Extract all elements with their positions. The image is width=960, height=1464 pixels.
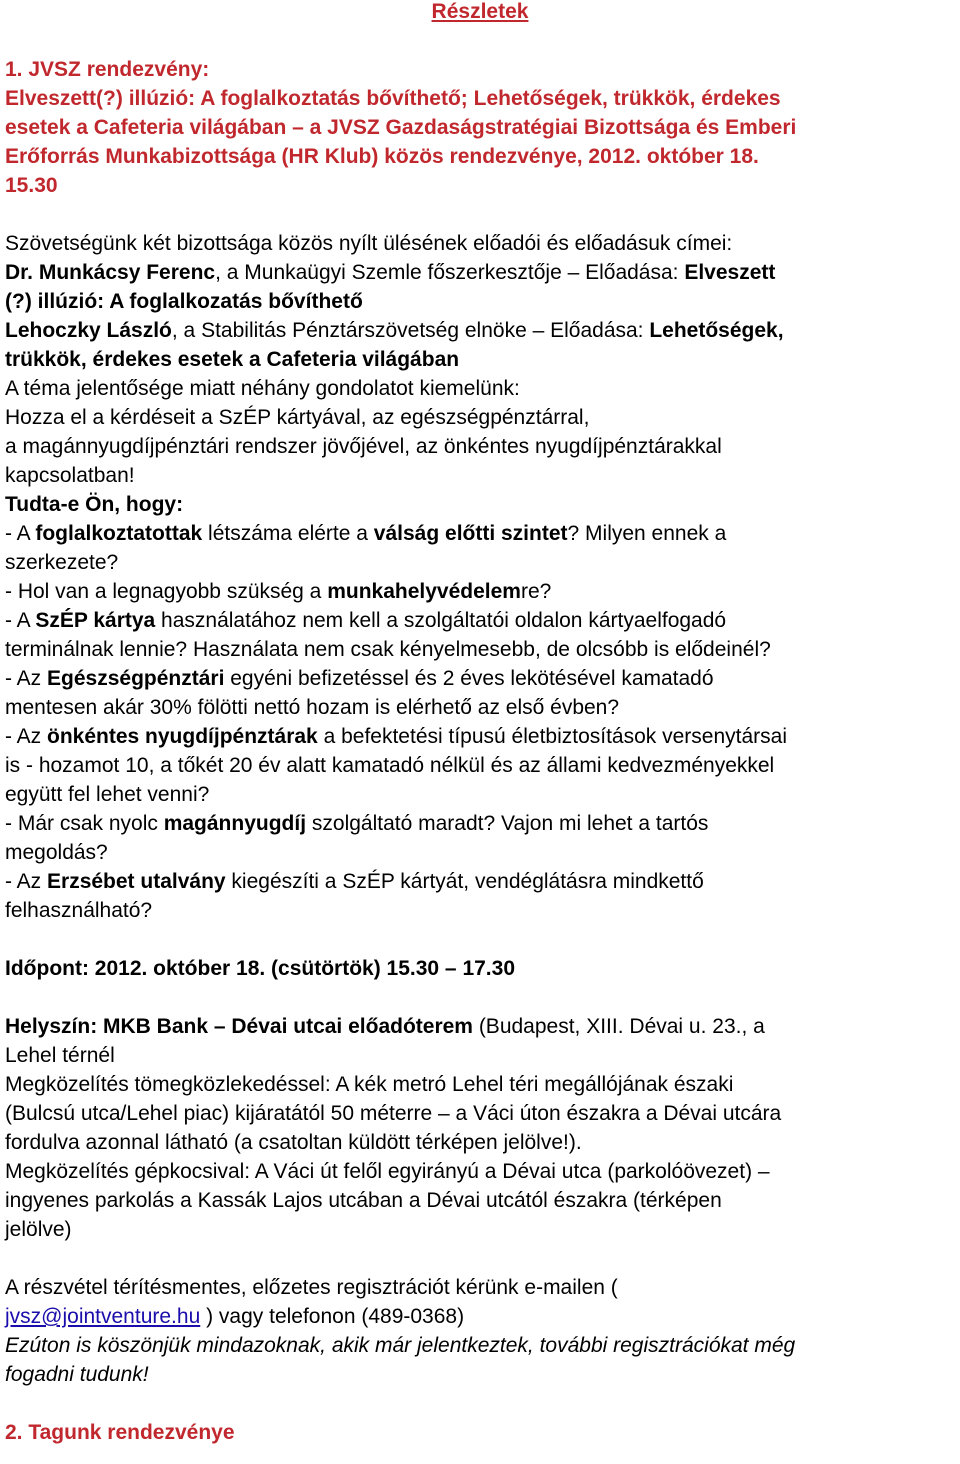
body-line-1: A téma jelentősége miatt néhány gondolatot kiemelünk:: [5, 377, 520, 400]
thanks-line-1: Ezúton is köszönjük mindazoknak, akik már jelentkeztek, további regisztrációkat még: [5, 1334, 796, 1357]
speaker-1-line-2: (?) illúzió: A foglalkozatás bővíthető: [5, 290, 363, 313]
question-7-line-1: - Az Erzsébet utalvány kiegészíti a SzÉP kártyát, vendéglátásra mindkettő: [5, 870, 704, 893]
body-line-2: Hozza el a kérdéseit a SzÉP kártyával, az egészségpénztárral,: [5, 406, 590, 429]
registration-line-1: A részvétel térítésmentes, előzetes regisztrációt kérünk e-mailen (: [5, 1276, 618, 1299]
question-3-line-2: terminálnak lennie? Használata nem csak kényelmesebb, de olcsóbb is elődeinél?: [5, 638, 771, 661]
event-time: Időpont: 2012. október 18. (csütörtök) 15.30 – 17.30: [5, 957, 515, 980]
speaker-2-line-2: trükkök, érdekes esetek a Cafeteria világában: [5, 348, 460, 371]
question-6-line-2: megoldás?: [5, 841, 108, 864]
event-title-line-2: esetek a Cafeteria világában – a JVSZ Gazdaságstratégiai Bizottsága és Emberi: [5, 116, 797, 139]
car-directions-line-3: jelölve): [5, 1218, 72, 1241]
question-1-line-1: - A foglalkoztatottak létszáma elérte a válság előtti szintet? Milyen ennek a: [5, 522, 727, 545]
event-title-line-4: 15.30: [5, 174, 58, 197]
question-2: - Hol van a legnagyobb szükség a munkahelyvédelemre?: [5, 580, 552, 603]
section-1-heading: 1. JVSZ rendezvény:: [5, 58, 210, 81]
venue-line-1: Helyszín: MKB Bank – Dévai utcai előadóterem (Budapest, XIII. Dévai u. 23., a: [5, 1015, 765, 1038]
question-5-line-2: is - hozamot 10, a tőkét 20 év alatt kamatadó nélkül és az állami kedvezményekkel: [5, 754, 775, 777]
car-directions-line-2: ingyenes parkolás a Kassák Lajos utcában a Dévai utcától északra (térképen: [5, 1189, 722, 1212]
speaker-1-name: Dr. Munkácsy Ferenc: [5, 261, 216, 284]
question-5-line-1: - Az önkéntes nyugdíjpénztárak a befektetési típusú életbiztosítások versenytársai: [5, 725, 787, 748]
transit-directions-line-3: fordulva azonnal látható (a csatoltan küldött térképen jelölve!).: [5, 1131, 582, 1154]
body-line-3: a magánnyugdíjpénztári rendszer jövőjével, az önkéntes nyugdíjpénztárakkal: [5, 435, 722, 458]
question-6-line-1: - Már csak nyolc magánnyugdíj szolgáltató maradt? Vajon mi lehet a tartós: [5, 812, 709, 835]
question-7-line-2: felhasználható?: [5, 899, 153, 922]
intro-text: Szövetségünk két bizottsága közös nyílt ülésének előadói és előadásuk címei:: [5, 232, 733, 255]
car-directions-line-1: Megközelítés gépkocsival: A Váci út felől egyirányú a Dévai utca (parkolóövezet) –: [5, 1160, 770, 1183]
transit-directions-line-1: Megközelítés tömegközlekedéssel: A kék metró Lehel téri megállójának északi: [5, 1073, 734, 1096]
registration-line-2: jvsz@jointventure.hu ) vagy telefonon (489-0368): [5, 1305, 465, 1328]
tudta-heading: Tudta-e Ön, hogy:: [5, 493, 184, 516]
question-5-line-3: együtt fel lehet venni?: [5, 783, 210, 806]
question-4-line-1: - Az Egészségpénztári egyéni befizetéssel és 2 éves lekötésével kamatadó: [5, 667, 714, 690]
email-link[interactable]: jvsz@jointventure.hu: [5, 1305, 201, 1328]
thanks-line-2: fogadni tudunk!: [5, 1363, 149, 1386]
question-3-line-1: - A SzÉP kártya használatához nem kell a szolgáltatói oldalon kártyaelfogadó: [5, 609, 727, 632]
speaker-2-name: Lehoczky László: [5, 319, 172, 342]
body-line-4: kapcsolatban!: [5, 464, 135, 487]
event-title-line-3: Erőforrás Munkabizottsága (HR Klub) közös rendezvénye, 2012. október 18.: [5, 145, 759, 168]
question-4-line-2: mentesen akár 30% fölötti nettó hozam is elérhető az első évben?: [5, 696, 620, 719]
transit-directions-line-2: (Bulcsú utca/Lehel piac) kijáratától 50 méterre – a Váci úton északra a Dévai utcára: [5, 1102, 782, 1125]
section-2-heading: 2. Tagunk rendezvénye: [5, 1421, 235, 1444]
speaker-1-line-1: Dr. Munkácsy Ferenc, a Munkaügyi Szemle főszerkesztője – Előadása: Elveszett: [5, 261, 776, 284]
question-1-line-2: szerkezete?: [5, 551, 119, 574]
page-title: Részletek: [431, 0, 529, 23]
speaker-2-line-1: Lehoczky László, a Stabilitás Pénztárszövetség elnöke – Előadása: Lehetőségek,: [5, 319, 784, 342]
event-title-line-1: Elveszett(?) illúzió: A foglalkoztatás bővíthető; Lehetőségek, trükkök, érdekes: [5, 87, 781, 110]
venue-line-2: Lehel térnél: [5, 1044, 115, 1067]
